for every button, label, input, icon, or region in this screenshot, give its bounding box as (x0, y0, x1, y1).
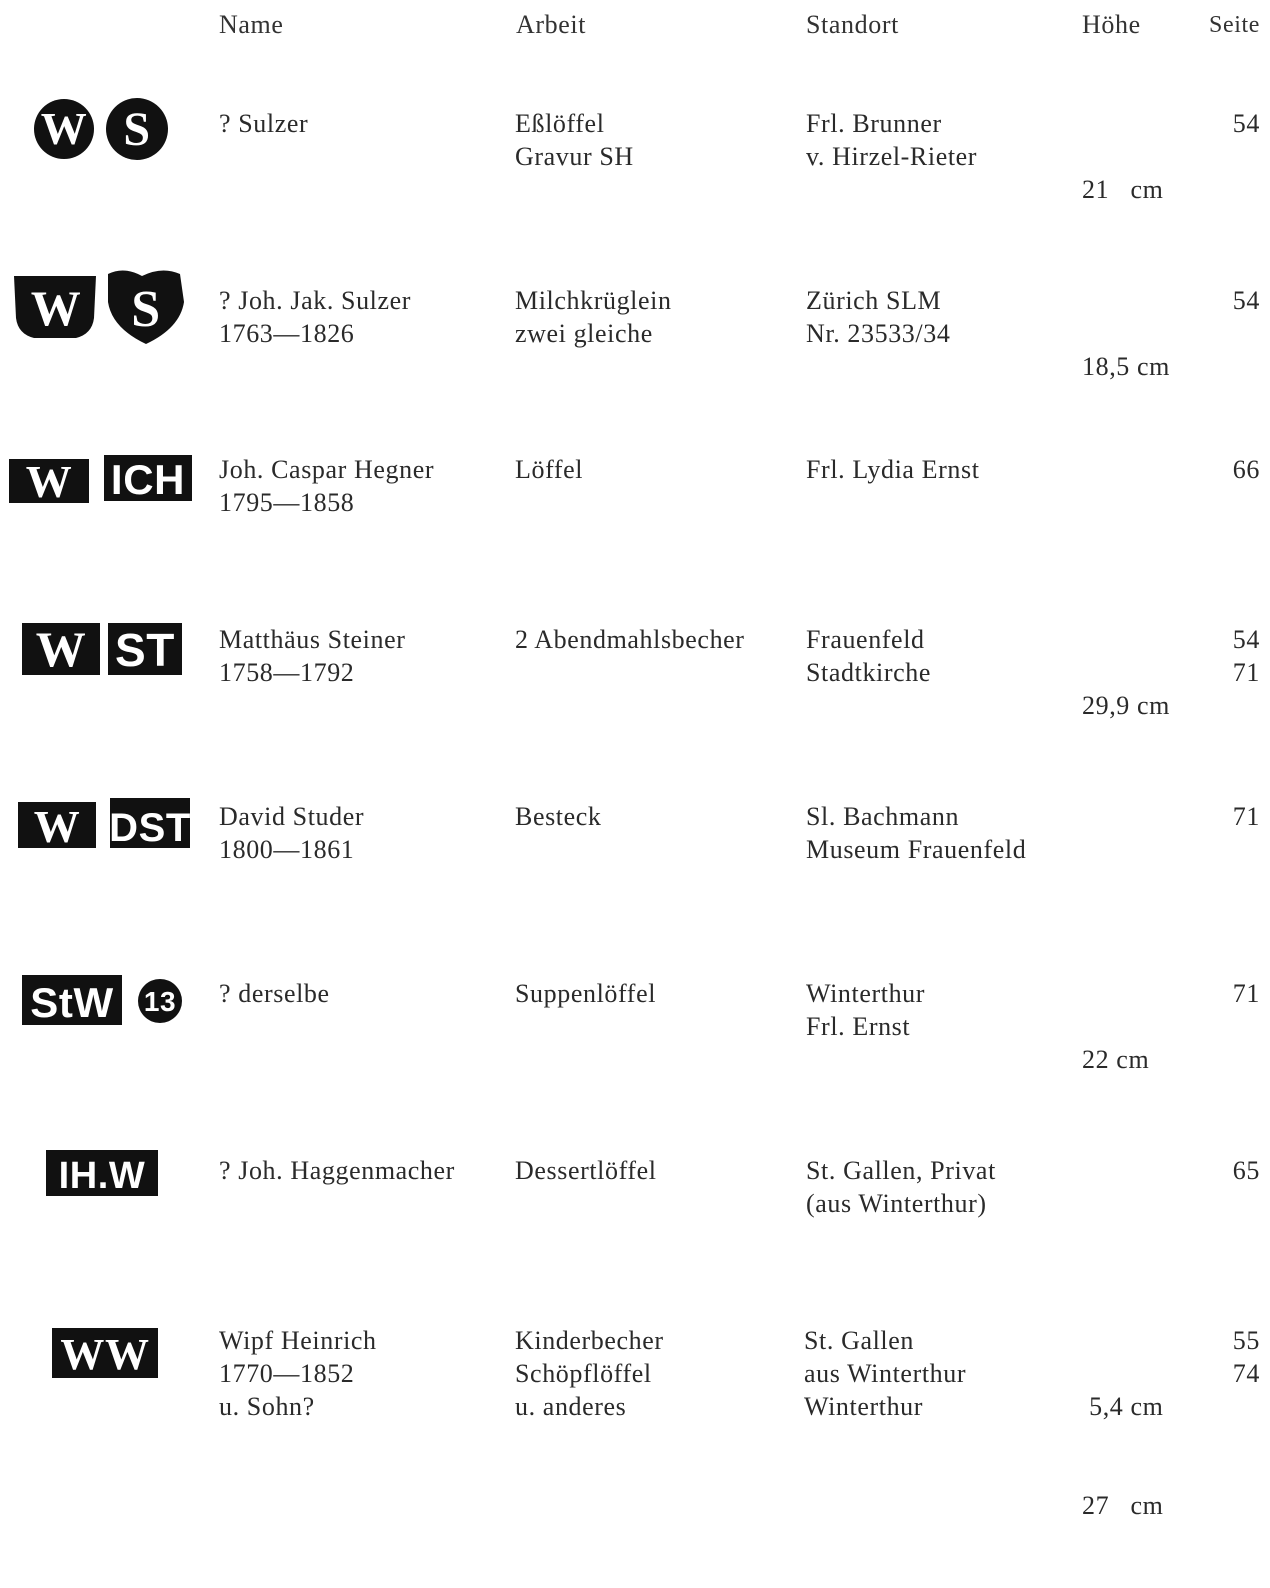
standort-line: Sl. Bachmann (806, 802, 960, 831)
seite-line: 54 (1232, 625, 1260, 654)
name-cell (219, 107, 308, 140)
seite-cell (1233, 453, 1260, 486)
name-cell (219, 453, 434, 519)
arbeit-cell (515, 1324, 664, 1423)
standort-cell (806, 977, 925, 1043)
hoehe-line: 22 cm (1082, 1045, 1150, 1074)
header-arbeit: Arbeit (516, 10, 587, 39)
name-cell (219, 800, 364, 866)
seite-line: 71 (1232, 802, 1260, 831)
hallmark-letter: W (33, 801, 81, 852)
arbeit-cell (515, 107, 634, 173)
standort-line: Frauenfeld (806, 625, 925, 654)
standort-cell (806, 623, 931, 689)
hallmark-letter: StW (30, 979, 114, 1026)
standort-line: (aus Winterthur) (806, 1189, 987, 1218)
name-line: u. Sohn? (219, 1392, 315, 1421)
hallmark-ihw (0, 1138, 210, 1218)
hallmark-letter: S (123, 103, 151, 156)
seite-line: 74 (1232, 1359, 1260, 1388)
hallmark-ww (0, 1308, 210, 1388)
name-line: ? derselbe (219, 979, 330, 1008)
name-line: ? Joh. Haggenmacher (219, 1156, 455, 1185)
hoehe-line: 21 cm (1082, 175, 1164, 204)
seite-cell (1233, 977, 1260, 1010)
seite-line: 66 (1232, 455, 1260, 484)
name-cell (219, 284, 411, 350)
standort-line: Frl. Brunner (806, 109, 942, 138)
seite-cell (1233, 623, 1260, 689)
standort-cell (806, 284, 950, 350)
hallmark-w-s-round (0, 91, 210, 171)
seite-line: 71 (1232, 658, 1260, 687)
name-line: ? Sulzer (219, 109, 309, 138)
name-cell (219, 1324, 377, 1423)
hallmark-w-ich (0, 437, 210, 517)
standort-line: Museum Frauenfeld (806, 835, 1027, 864)
hallmark-stw-13 (0, 961, 210, 1041)
header-hoehe: Höhe (1082, 10, 1141, 39)
hallmark-letter: WW (60, 1330, 150, 1379)
hallmark-w-st (0, 607, 210, 687)
header-seite: Seite (1209, 12, 1260, 38)
name-line: 1763—1826 (219, 319, 355, 348)
name-line: 1770—1852 (219, 1359, 355, 1388)
seite-cell (1233, 284, 1260, 317)
standort-line: St. Gallen (804, 1326, 914, 1355)
standort-cell (804, 1324, 966, 1423)
seite-line: 55 (1232, 1326, 1260, 1355)
hallmark-letter: S (131, 281, 161, 338)
hallmark-w-dst (0, 784, 210, 864)
hoehe-cell (1082, 1324, 1163, 1588)
arbeit-line: Eßlöffel (515, 109, 605, 138)
arbeit-cell (515, 453, 583, 486)
hallmark-letter: W (25, 456, 73, 507)
header-name: Name (219, 10, 284, 39)
name-line: 1795—1858 (219, 488, 355, 517)
standort-line: St. Gallen, Privat (806, 1156, 996, 1185)
standort-line: Frl. Lydia Ernst (806, 455, 980, 484)
name-line: Joh. Caspar Hegner (219, 455, 435, 484)
arbeit-cell (515, 1154, 657, 1187)
standort-line: Nr. 23533/34 (806, 319, 951, 348)
standort-cell (806, 453, 980, 486)
hoehe-line: 18,5 cm (1082, 352, 1170, 381)
standort-line: Winterthur (806, 979, 926, 1008)
name-line: ? Joh. Jak. Sulzer (219, 286, 412, 315)
hallmark-letter: 13 (143, 986, 177, 1017)
seite-cell (1233, 1154, 1260, 1187)
hallmark-letter: IH.W (58, 1155, 146, 1197)
name-line: 1800—1861 (219, 835, 355, 864)
standort-line: Stadtkirche (806, 658, 932, 687)
hallmark-letter: DST (109, 806, 191, 850)
standort-line: Zürich SLM (806, 286, 942, 315)
arbeit-line: Dessertlöffel (515, 1156, 657, 1185)
hoehe-line: 5,4 cm (1082, 1392, 1164, 1421)
name-line: Matthäus Steiner (219, 625, 406, 654)
arbeit-line: Besteck (515, 802, 602, 831)
name-line: Wipf Heinrich (219, 1326, 377, 1355)
standort-line: Frl. Ernst (806, 1012, 911, 1041)
hallmark-letter: W (40, 103, 88, 154)
arbeit-line: Gravur SH (515, 142, 634, 171)
standort-cell (806, 800, 1026, 866)
standort-cell (806, 107, 977, 173)
hallmark-letter: W (35, 621, 87, 677)
hoehe-cell (1082, 107, 1163, 272)
seite-cell (1233, 800, 1260, 833)
hoehe-cell (1082, 977, 1149, 1142)
arbeit-line: Suppenlöffel (515, 979, 657, 1008)
seite-line: 65 (1232, 1156, 1260, 1185)
seite-line: 71 (1232, 979, 1260, 1008)
seite-line: 54 (1232, 286, 1260, 315)
standort-line: v. Hirzel-Rieter (806, 142, 978, 171)
arbeit-cell (515, 284, 672, 350)
arbeit-cell (515, 623, 745, 656)
arbeit-line: u. anderes (515, 1392, 627, 1421)
header-standort: Standort (806, 10, 899, 39)
seite-cell (1233, 107, 1260, 140)
hoehe-line: 27 cm (1082, 1491, 1164, 1520)
hoehe-cell (1082, 623, 1170, 788)
arbeit-line: Löffel (515, 455, 584, 484)
arbeit-line: 2 Abendmahlsbecher (515, 625, 745, 654)
name-line: 1758—1792 (219, 658, 355, 687)
seite-line: 54 (1232, 109, 1260, 138)
standort-line: aus Winterthur (804, 1359, 967, 1388)
arbeit-line: zwei gleiche (515, 319, 653, 348)
arbeit-cell (515, 977, 656, 1010)
name-cell (219, 1154, 455, 1187)
name-line: David Studer (219, 802, 365, 831)
hoehe-cell (1082, 284, 1170, 449)
name-cell (219, 977, 330, 1010)
hallmark-letter: ST (115, 624, 175, 676)
hallmark-letter: W (30, 280, 82, 336)
hallmark-w-s-shield (0, 268, 210, 348)
arbeit-cell (515, 800, 602, 833)
seite-cell (1233, 1324, 1260, 1390)
standort-cell (806, 1154, 996, 1220)
arbeit-line: Schöpflöffel (515, 1359, 652, 1388)
arbeit-line: Kinderbecher (515, 1326, 664, 1355)
name-cell (219, 623, 406, 689)
arbeit-line: Milchkrüglein (515, 286, 672, 315)
hoehe-line: 29,9 cm (1082, 691, 1170, 720)
standort-line: Winterthur (804, 1392, 924, 1421)
hallmark-letter: ICH (110, 456, 186, 503)
